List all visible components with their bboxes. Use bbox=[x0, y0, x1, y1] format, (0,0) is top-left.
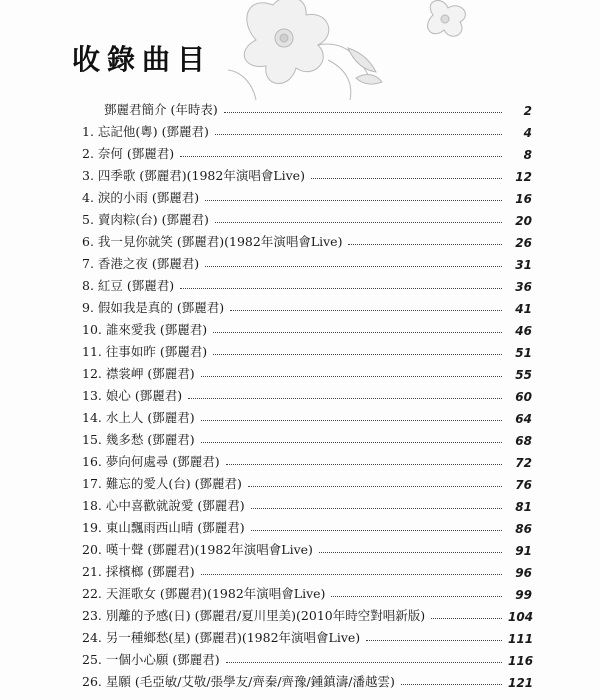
toc-entry-title: 14. 水上人 (鄧麗君) bbox=[82, 410, 195, 425]
toc-entry-title: 18. 心中喜歡就說愛 (鄧麗君) bbox=[82, 498, 245, 513]
dot-leader bbox=[226, 662, 502, 663]
toc-entry bbox=[82, 118, 532, 140]
toc-entry-title: 17. 難忘的愛人(台) (鄧麗君) bbox=[82, 476, 242, 491]
toc-entry-title: 13. 娘心 (鄧麗君) bbox=[82, 388, 183, 403]
toc-page-number: 60 bbox=[515, 390, 532, 404]
toc-entry bbox=[82, 96, 532, 118]
toc-entry-title: 6. 我一見你就笑 (鄧麗君)(1982年演唱會Live) bbox=[82, 234, 343, 249]
toc-entry-title: 19. 東山飄雨西山晴 (鄧麗君) bbox=[82, 520, 245, 535]
toc-entry bbox=[82, 360, 532, 382]
dot-leader bbox=[230, 310, 502, 311]
toc-entry bbox=[82, 536, 532, 558]
toc-page-number: 46 bbox=[515, 324, 532, 338]
toc-page-number: 51 bbox=[515, 346, 532, 360]
dot-leader bbox=[205, 200, 502, 201]
toc-entry-title: 26. 星願 (毛亞敏/艾敬/張學友/齊秦/齊豫/鍾鎮濤/潘越雲) bbox=[82, 674, 395, 689]
toc-entry-title: 15. 幾多愁 (鄧麗君) bbox=[82, 432, 195, 447]
dot-leader bbox=[180, 156, 502, 157]
dot-leader bbox=[224, 112, 502, 113]
dot-leader bbox=[319, 552, 502, 553]
toc-entry bbox=[82, 448, 532, 470]
dot-leader bbox=[431, 618, 502, 619]
toc-entry bbox=[82, 206, 532, 228]
toc-entry-title: 24. 另一種鄉愁(星) (鄧麗君)(1982年演唱會Live) bbox=[82, 630, 361, 645]
toc-page-number: 104 bbox=[508, 610, 534, 624]
toc-page-number: 2 bbox=[523, 104, 532, 118]
dot-leader bbox=[226, 464, 502, 465]
toc-page-number: 41 bbox=[515, 302, 532, 316]
toc-entry-title: 25. 一個小心願 (鄧麗君) bbox=[82, 652, 220, 667]
toc-entry-title: 12. 襟裳岬 (鄧麗君) bbox=[82, 366, 195, 381]
toc-page-number: 20 bbox=[515, 214, 532, 228]
toc-entry bbox=[82, 514, 532, 536]
toc-entry-title: 2. 奈何 (鄧麗君) bbox=[82, 146, 175, 161]
toc-entry bbox=[82, 228, 532, 250]
dot-leader bbox=[401, 684, 502, 685]
dot-leader bbox=[366, 640, 502, 641]
toc-entry bbox=[82, 624, 532, 646]
toc-page-number: 76 bbox=[515, 478, 532, 492]
toc-entry-title: 9. 假如我是真的 (鄧麗君) bbox=[82, 300, 225, 315]
toc-page-number: 31 bbox=[515, 258, 532, 272]
toc-entry-title: 8. 紅豆 (鄧麗君) bbox=[82, 278, 175, 293]
dot-leader bbox=[201, 574, 502, 575]
toc-entry bbox=[82, 558, 532, 580]
toc-page-number: 99 bbox=[515, 588, 532, 602]
toc-page-number: 116 bbox=[508, 654, 534, 668]
toc-entry-title: 7. 香港之夜 (鄧麗君) bbox=[82, 256, 200, 271]
toc-page-number: 8 bbox=[523, 148, 532, 162]
toc-entry bbox=[82, 492, 532, 514]
toc-page-number: 81 bbox=[515, 500, 532, 514]
toc-entry-title: 20. 嘆十聲 (鄧麗君)(1982年演唱會Live) bbox=[82, 542, 313, 557]
dot-leader bbox=[311, 178, 502, 179]
toc-entry-title: 21. 採檳榔 (鄧麗君) bbox=[82, 564, 195, 579]
toc-entry bbox=[82, 140, 532, 162]
toc-entry bbox=[82, 404, 532, 426]
toc-entry bbox=[82, 470, 532, 492]
dot-leader bbox=[180, 288, 502, 289]
toc-page-number: 36 bbox=[515, 280, 532, 294]
dot-leader bbox=[213, 354, 502, 355]
toc-entry bbox=[82, 426, 532, 448]
toc-entry-title: 3. 四季歌 (鄧麗君)(1982年演唱會Live) bbox=[82, 168, 305, 183]
toc-entry bbox=[82, 316, 532, 338]
toc-page-number: 26 bbox=[515, 236, 532, 250]
table-of-contents bbox=[82, 96, 532, 690]
toc-entry-title: 10. 誰來愛我 (鄧麗君) bbox=[82, 322, 208, 337]
toc-entry bbox=[82, 602, 532, 624]
dot-leader bbox=[201, 376, 502, 377]
toc-entry bbox=[82, 646, 532, 668]
dot-leader bbox=[331, 596, 502, 597]
dot-leader bbox=[248, 486, 502, 487]
toc-page-number: 4 bbox=[523, 126, 532, 140]
toc-page-number: 72 bbox=[515, 456, 532, 470]
toc-page-number: 55 bbox=[515, 368, 532, 382]
toc-page-number: 12 bbox=[515, 170, 532, 184]
toc-entry-title: 1. 忘記他(粵) (鄧麗君) bbox=[82, 124, 209, 139]
dot-leader bbox=[213, 332, 502, 333]
dot-leader bbox=[188, 398, 502, 399]
toc-page-number: 86 bbox=[515, 522, 532, 536]
toc-entry bbox=[82, 382, 532, 404]
page-title: 收錄曲目 bbox=[72, 43, 213, 76]
dot-leader bbox=[348, 244, 502, 245]
dot-leader bbox=[215, 222, 502, 223]
dot-leader bbox=[215, 134, 502, 135]
toc-entry bbox=[82, 162, 532, 184]
dot-leader bbox=[251, 508, 502, 509]
dot-leader bbox=[201, 442, 502, 443]
toc-page-number: 64 bbox=[515, 412, 532, 426]
flower-illustration bbox=[228, 0, 478, 110]
dot-leader bbox=[201, 420, 502, 421]
toc-entry-title: 11. 往事如昨 (鄧麗君) bbox=[82, 344, 208, 359]
toc-entry bbox=[82, 294, 532, 316]
toc-page-number: 121 bbox=[508, 676, 534, 690]
toc-entry bbox=[82, 580, 532, 602]
toc-entry bbox=[82, 272, 532, 294]
toc-page-number: 111 bbox=[508, 632, 534, 646]
dot-leader bbox=[205, 266, 502, 267]
toc-entry bbox=[82, 338, 532, 360]
toc-entry bbox=[82, 184, 532, 206]
toc-entry-title: 4. 淚的小雨 (鄧麗君) bbox=[82, 190, 200, 205]
toc-entry-title: 22. 天涯歌女 (鄧麗君)(1982年演唱會Live) bbox=[82, 586, 326, 601]
toc-entry bbox=[82, 668, 532, 690]
toc-entry-title: 鄧麗君簡介 (年時表) bbox=[104, 102, 218, 117]
dot-leader bbox=[251, 530, 502, 531]
toc-entry-title: 16. 夢向何處尋 (鄧麗君) bbox=[82, 454, 220, 469]
toc-entry bbox=[82, 250, 532, 272]
toc-page-number: 68 bbox=[515, 434, 532, 448]
toc-page-number: 96 bbox=[515, 566, 532, 580]
toc-entry-title: 23. 別離的予感(日) (鄧麗君/夏川里美)(2010年時空對唱新版) bbox=[82, 608, 426, 623]
toc-entry-title: 5. 賣肉粽(台) (鄧麗君) bbox=[82, 212, 209, 227]
toc-page-number: 91 bbox=[515, 544, 532, 558]
toc-page-number: 16 bbox=[515, 192, 532, 206]
